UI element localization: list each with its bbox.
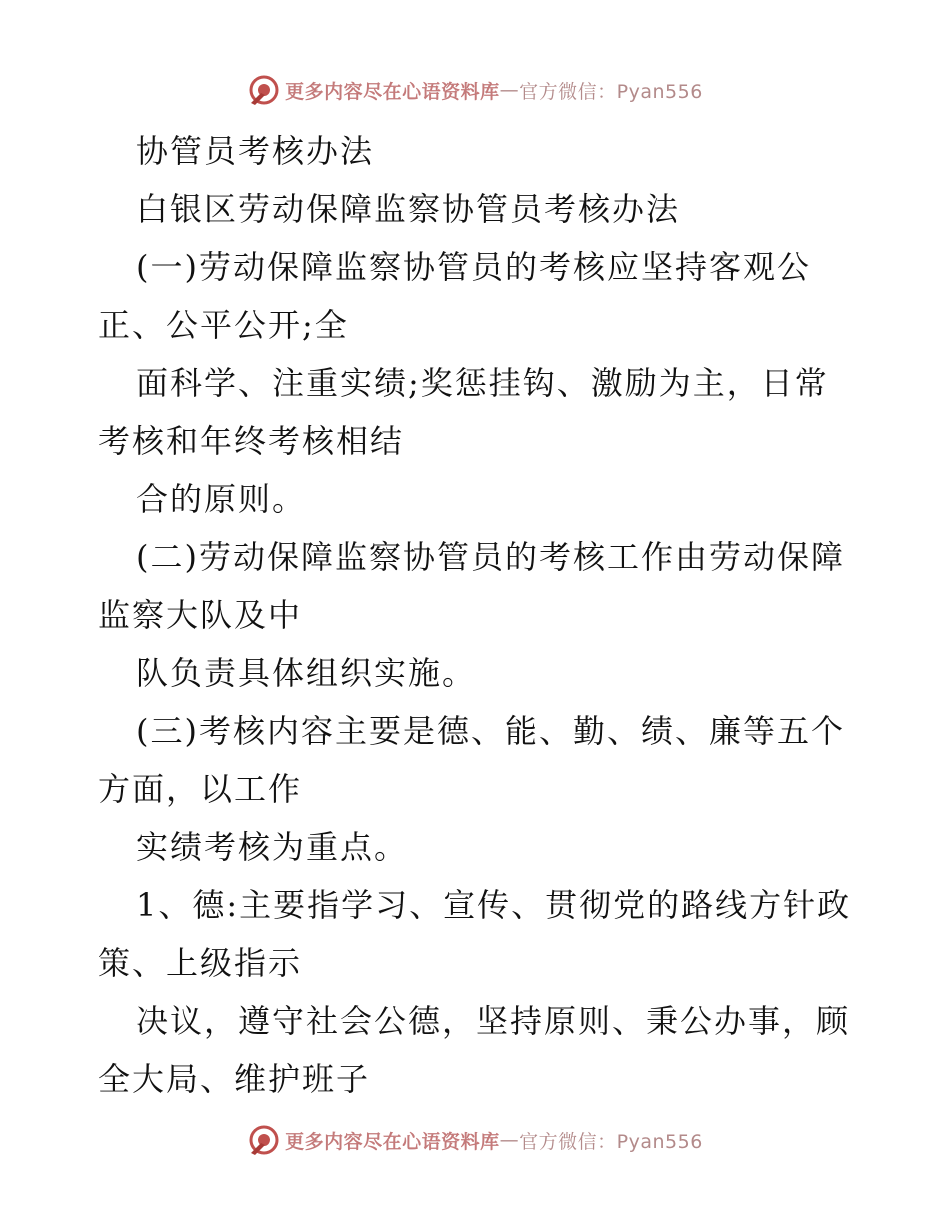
footer-banner-brand: 更多内容尽在心语资料库	[285, 1130, 500, 1153]
document-line: (一)劳动保障监察协管员的考核应坚持客观公	[136, 248, 811, 286]
document-line: 监察大队及中	[98, 596, 303, 634]
document-line: 面科学、注重实绩;奖惩挂钩、激励为主，日常	[136, 364, 829, 402]
footer-banner-separator: —	[499, 1129, 520, 1151]
document-line: 考核和年终考核相结	[98, 422, 405, 460]
document-line: 正、公平公开;全	[98, 306, 349, 344]
header-banner-separator: —	[499, 79, 520, 101]
document-line: 白银区劳动保障监察协管员考核办法	[136, 190, 681, 228]
footer-banner-wechat: 官方微信：Pyan556	[519, 1130, 703, 1153]
document-line: 决议，遵守社会公德，坚持原则、秉公办事，顾	[136, 1002, 851, 1040]
header-banner-wechat: 官方微信：Pyan556	[519, 80, 703, 103]
document-line: 合的原则。	[136, 480, 307, 518]
document-line: 实绩考核为重点。	[136, 828, 409, 866]
document-line: 协管员考核办法	[136, 132, 375, 170]
document-line: 1、德:主要指学习、宣传、贯彻党的路线方针政	[136, 886, 852, 924]
document-body	[98, 122, 858, 1108]
header-banner	[0, 72, 950, 108]
document-line: (二)劳动保障监察协管员的考核工作由劳动保障	[136, 538, 845, 576]
footer-banner	[0, 1122, 950, 1158]
document-line: 方面，以工作	[98, 770, 303, 808]
header-banner-brand: 更多内容尽在心语资料库	[285, 80, 500, 103]
document-line: 队负责具体组织实施。	[136, 654, 477, 692]
document-line: 策、上级指示	[98, 944, 303, 982]
document-line: (三)考核内容主要是德、能、勤、绩、廉等五个	[136, 712, 845, 750]
red-pen-circle-logo-icon	[247, 1123, 281, 1157]
document-line: 全大局、维护班子	[98, 1060, 371, 1098]
red-pen-circle-logo-icon	[247, 73, 281, 107]
